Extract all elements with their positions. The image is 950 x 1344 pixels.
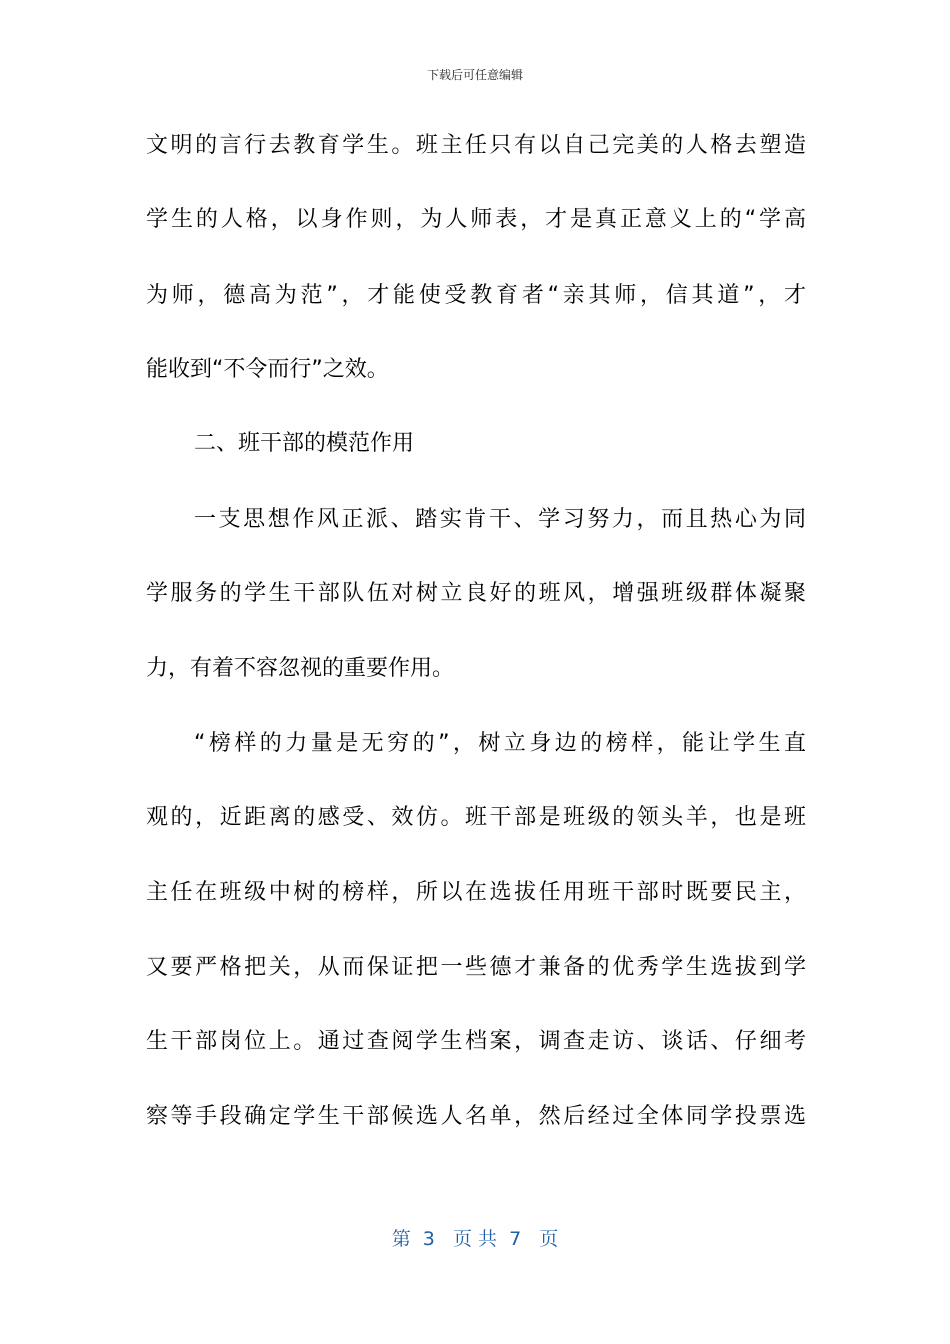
section-heading: 二、班干部的模范作用 <box>194 431 415 456</box>
paragraph-line: 生干部岗位上。通过查阅学生档案，调查走访、谈话、仔细考 <box>146 1029 806 1054</box>
paragraph-line: 一支思想作风正派、踏实肯干、学习努力，而且热心为同 <box>194 507 806 532</box>
paragraph-line: “榜样的力量是无穷的”，树立身边的榜样，能让学生直 <box>194 731 806 756</box>
paragraph-line: 力，有着不容忽视的重要作用。 <box>146 656 455 681</box>
paragraph-line: 主任在班级中树的榜样，所以在选拔任用班干部时既要民主， <box>146 880 806 905</box>
paragraph-line: 学生的人格，以身作则，为人师表，才是真正意义上的“学高 <box>146 207 806 232</box>
paragraph-line: 为师，德高为范”，才能使受教育者“亲其师，信其道”，才 <box>146 283 806 308</box>
paragraph-line: 学服务的学生干部队伍对树立良好的班风，增强班级群体凝聚 <box>146 581 806 606</box>
page-number-footer: 第 3 页 共 7 页 <box>391 1228 559 1250</box>
paragraph-line: 能收到“不令而行”之效。 <box>146 357 389 382</box>
paragraph-line: 观的，近距离的感受、效仿。班干部是班级的领头羊，也是班 <box>146 805 806 830</box>
paragraph-line: 文明的言行去教育学生。班主任只有以自己完美的人格去塑造 <box>146 133 806 158</box>
paragraph-line: 又要严格把关，从而保证把一些德才兼备的优秀学生选拔到学 <box>146 955 806 980</box>
paragraph-line: 察等手段确定学生干部候选人名单，然后经过全体同学投票选 <box>146 1104 806 1129</box>
header-note: 下载后可任意编辑 <box>426 68 523 82</box>
